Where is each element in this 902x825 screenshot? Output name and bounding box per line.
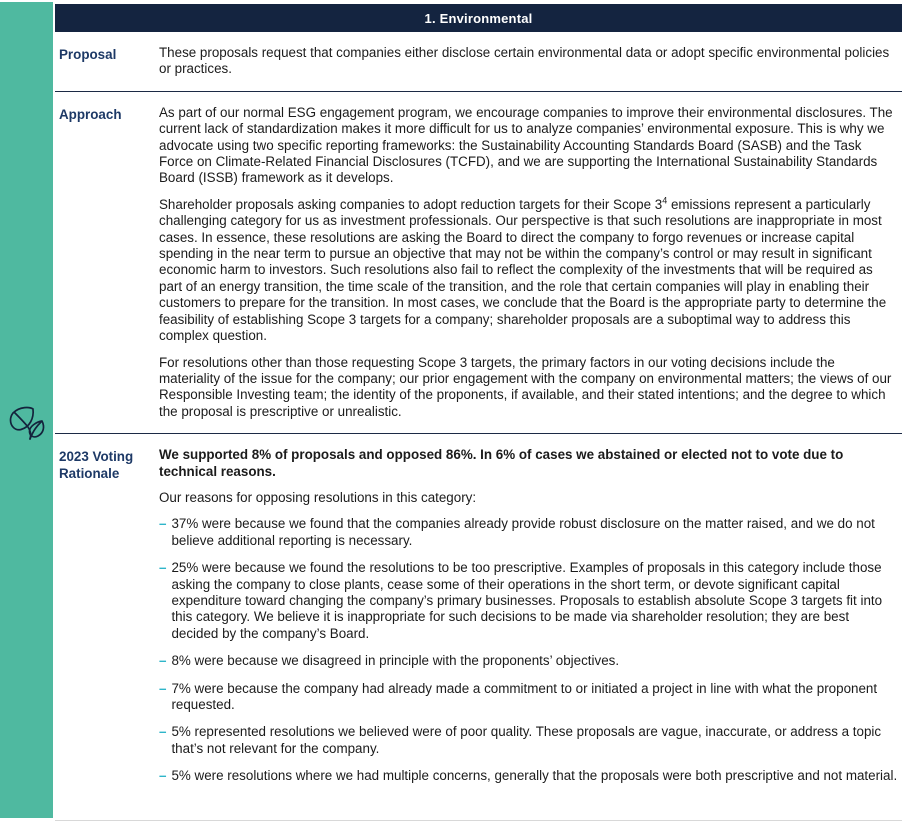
- bullet-dash-icon: –: [159, 653, 167, 669]
- bullet-dash-icon: –: [159, 560, 167, 576]
- approach-paragraph-2-continued: emissions represent a particularly challenging category for us as investment professionals. Our perspective is that such resolutions are inappropriate in most cases. In essence, these resolutions are asking the Board to direct the company to forgo revenues or increase capital spending in the near term to pursue an objective that may not be within the company’s control or may result in significant economic harm to investors. Such resolutions also fail to reflect the complexity of the investments that will be required as part of an energy transition, the time scale of the transition, and the role that certain companies will play in enabling their customers to prepare for the transition. In most cases, we conclude that the Board is the appropriate party to determine the feasibility of establishing Scope 3 targets for a company; shareholder proposals are a suboptimal way to address this complex question.: [159, 196, 887, 344]
- list-item: [159, 516, 898, 549]
- bullet-text: 5% represented resolutions we believed were of poor quality. These proposals are vague, inaccurate, or address a topic that’s not relevant for the company.: [171, 724, 882, 756]
- bullet-dash-icon: –: [159, 516, 167, 532]
- list-item: [159, 560, 898, 642]
- bullet-text: 25% were because we found the resolutions to be too prescriptive. Examples of proposals in this category include those asking the company to close plants, cease some of their operations in the short term, or devote significant capital expenditure toward changing the company’s primary businesses. Proposals to establish absolute Scope 3 targets fit into this category. We believe it is inappropriate for such decisions to be made via shareholder resolution; they are best decided by the company’s Board.: [171, 560, 883, 641]
- list-item: [159, 768, 898, 784]
- bullet-text: 5% were resolutions where we had multiple concerns, generally that the proposals were both prescriptive and not material.: [171, 768, 898, 784]
- leaf-icon: [5, 404, 47, 450]
- voting-rationale-body: [159, 447, 900, 785]
- bullet-text: 37% were because we found that the companies already provide robust disclosure on the matter raised, and we do not believe additional reporting is necessary.: [171, 516, 875, 548]
- bullet-text: 7% were because the company had already made a commitment to or initiated a project in line with what the proponent requested.: [171, 680, 878, 712]
- approach-paragraph-1: As part of our normal ESG engagement program, we encourage companies to improve their environmental disclosures. The current lack of standardization makes it more difficult for us to analyze companies’ environmental exposure. This is why we advocate using two specific reporting frameworks: the Sustainability Accounting Standards Board (SASB) and the Task Force on Climate-Related Financial Disclosures (TCFD), and we are supporting the International Sustainability Standards Board (ISSB) framework as it develops.: [159, 104, 893, 186]
- table-row-approach: [55, 91, 902, 433]
- bullet-dash-icon: –: [159, 768, 167, 784]
- section-title: 1. Environmental: [424, 11, 533, 26]
- environmental-table: [55, 4, 902, 821]
- row-label-approach: Approach: [59, 106, 122, 122]
- proposal-body: [159, 45, 900, 78]
- table-row-proposal: [55, 32, 902, 91]
- section-header: [55, 4, 902, 32]
- list-item: [159, 653, 898, 669]
- row-label-voting-rationale: 2023 Voting Rationale: [59, 449, 134, 482]
- bullet-dash-icon: –: [159, 680, 167, 696]
- rationale-intro: We supported 8% of proposals and opposed 86%. In 6% of cases we abstained or elected not to vote due to technical reasons.: [159, 447, 844, 479]
- approach-body: [159, 105, 900, 420]
- list-item: [159, 681, 898, 714]
- proposal-text: These proposals request that companies either disclose certain environmental data or adopt specific environmental policies or practices.: [159, 45, 890, 77]
- bullet-text: 8% were because we disagreed in principle with the proponents’ objectives.: [171, 653, 620, 669]
- left-accent-sidebar: [0, 2, 53, 818]
- approach-paragraph-2: [159, 197, 898, 345]
- row-label-proposal: Proposal: [59, 47, 117, 62]
- footnote-marker: 4: [662, 195, 668, 206]
- rationale-lead: Our reasons for opposing resolutions in this category:: [159, 489, 477, 505]
- approach-paragraph-2-text: Shareholder proposals asking companies to adopt reduction targets for their Scope 3: [159, 196, 663, 212]
- list-item: [159, 724, 898, 757]
- bullet-dash-icon: –: [159, 724, 167, 740]
- table-row-voting-rationale: [55, 433, 902, 798]
- approach-paragraph-3: For resolutions other than those requesting Scope 3 targets, the primary factors in our voting decisions include the materiality of the issue for the company; our prior engagement with the company on environmental matters; the views of our Responsible Investing team; the identity of the proponents, if available, and their stated intentions; and the degree to which the proposal is prescriptive or unrealistic.: [159, 354, 892, 419]
